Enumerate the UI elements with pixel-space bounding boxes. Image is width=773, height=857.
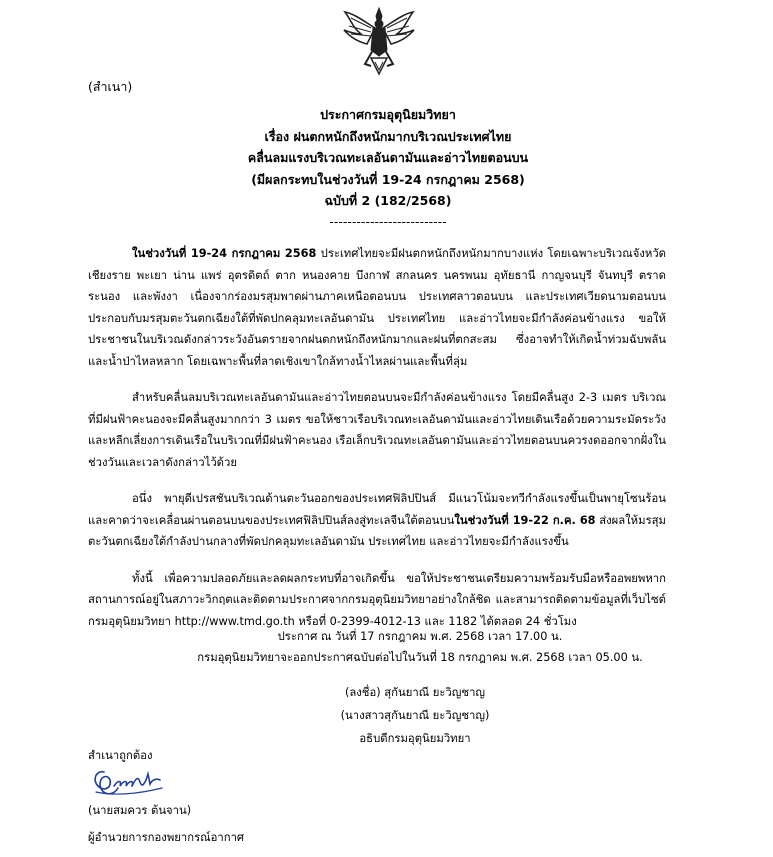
- copy-label: (สำเนา): [88, 79, 133, 94]
- paragraph-1-period: ในช่วงวันที่ 19-24 กรกฎาคม 2568: [132, 247, 317, 260]
- signed-by: (ลงชื่อ) สุกันยาณี ยะวิญชาญ: [344, 686, 486, 699]
- paragraph-4: ทั้งนี้ เพื่อความปลอดภัยและลดผลกระทบที่อาจเกิดขึ้น ขอให้ประชาชนเตรียมความพร้อมรับมือหรืออพยพหากสถานการณ์อยู่ในสภาวะวิกฤตและติดตามประกาศจากกรมอุตุนิยมวิทยาอย่างใกล้ชิด และสามารถติดตามข้อมูลที่เว็บไซต์ กรมอุตุนิยมวิทยา http://www.tmd.go.th หรือที่ 0-2399-4012-13 และ 1182 ได้ตลอด 24 ชั่วโมง: [88, 571, 666, 628]
- signer-position: อธิบดีกรมอุตุนิยมวิทยา: [359, 732, 471, 745]
- signer-full-name: (นางสาวสุกันยาณี ยะวิญชาญ): [340, 709, 490, 722]
- closing-block: [160, 626, 680, 668]
- paragraph-2: สำหรับคลื่นลมบริเวณทะเลอันดามันและอ่าวไทยตอนบนจะมีกำลังค่อนข้างแรง โดยมีคลื่นสูง 2-3 เมตร บริเวณที่มีฝนฟ้าคะนองจะมีคลื่นสูงมากกว่า 3 เมตร ขอให้ชาวเรือบริเวณทะเลอันดามันและอ่าวไทยเดินเรือด้วยความระมัดระวังและหลีกเลี่ยงการเดินเรือในบริเวณที่มีฝนฟ้าคะนอง เรือเล็กบริเวณทะเลอันดามันและอ่าวไทยตอนบนควรงดออกจากฝั่งในช่วงวันและเวลาดังกล่าวไว้ด้วย: [88, 391, 666, 469]
- issue-number: ฉบับที่ 2 (182/2568): [324, 193, 452, 208]
- next-announcement: กรมอุตุนิยมวิทยาจะออกประกาศฉบับต่อไปในวันที่ 18 กรกฎาคม พ.ศ. 2568 เวลา 05.00 น.: [197, 651, 643, 664]
- paragraph-3-period: ในช่วงวันที่ 19-22 ก.ค. 68: [454, 513, 596, 527]
- garuda-emblem-icon: [341, 6, 417, 76]
- handwritten-signature-icon: [90, 762, 168, 802]
- effective-period: (มีผลกระทบในช่วงวันที่ 19-24 กรกฎาคม 2568): [251, 171, 525, 187]
- certifier-name: (นายสมควร ต้นจาน): [88, 804, 192, 817]
- separator-rule: --------------------------: [329, 213, 447, 229]
- certified-copy-label: สำเนาถูกต้อง: [88, 749, 153, 762]
- paragraph-1-text: ประเทศไทยจะมีฝนตกหนักถึงหนักมากบางแห่ง โดยเฉพาะบริเวณจังหวัดเชียงราย พะเยา น่าน แพร่ อุตรดิตถ์ ตาก หนองคาย บึงกาฬ สกลนคร นครพนม อุทัยธานี กาญจนบุรี จันทบุรี ตราด ระนอง และพังงา เนื่องจากร่องมรสุมพาดผ่านภาคเหนือตอนบน ประเทศลาวตอนบน และประเทศเวียดนามตอนบน ประกอบกับมรสุมตะวันตกเฉียงใต้ที่พัดปกคลุมทะเลอันดามัน ประเทศไทย และอ่าวไทยจะมีกำลังค่อนข้างแรง ขอให้ประชาชนในบริเวณดังกล่าวระวังอันตรายจากฝนตกหนักถึงหนักมากและฝนที่ตกสะสม ซึ่งอาจทำให้เกิดน้ำท่วมฉับพลันและน้ำป่าไหลหลาก โดยเฉพาะพื้นที่ลาดเชิงเขาใกล้ทางน้ำไหลผ่านและพื้นที่ลุ่ม: [88, 247, 666, 368]
- announcement-body: [88, 243, 666, 647]
- announcement-heading: [60, 104, 716, 232]
- paragraph-3-text-a: อนึ่ง พายุดีเปรสชันบริเวณด้านตะวันออกของประเทศฟิลิปปินส์ มีแนวโน้มจะทวีกำลังแรงขึ้นเป็นพายุโซนร้อน และคาดว่าจะเคลื่อนผ่านตอนบนของประเทศฟิลิปปินส์ลงสู่ทะเลจีนใต้ตอนบน: [88, 492, 666, 527]
- certifier-position: ผู้อำนวยการกองพยากรณ์อากาศ: [88, 831, 245, 844]
- signature-block: [260, 681, 570, 750]
- subject-line-2: คลื่นลมแรงบริเวณทะเลอันดามันและอ่าวไทยตอนบน: [247, 150, 529, 165]
- announced-date: ประกาศ ณ วันที่ 17 กรกฎาคม พ.ศ. 2568 เวลา 17.00 น.: [277, 630, 563, 643]
- paragraph-3-text-b: ส่งผลให้มรสุมตะวันตกเฉียงใต้กำลังปานกลางที่พัดปกคลุมทะเลอันดามัน ประเทศไทย และอ่าวไทยจะมีกำลังแรงขึ้น: [88, 513, 666, 548]
- subject-line-1: เรื่อง ฝนตกหนักถึงหนักมากบริเวณประเทศไทย: [264, 128, 512, 144]
- agency-title: ประกาศกรมอุตุนิยมวิทยา: [320, 107, 456, 122]
- paragraph-1: [88, 243, 666, 372]
- paragraph-3: [88, 488, 666, 553]
